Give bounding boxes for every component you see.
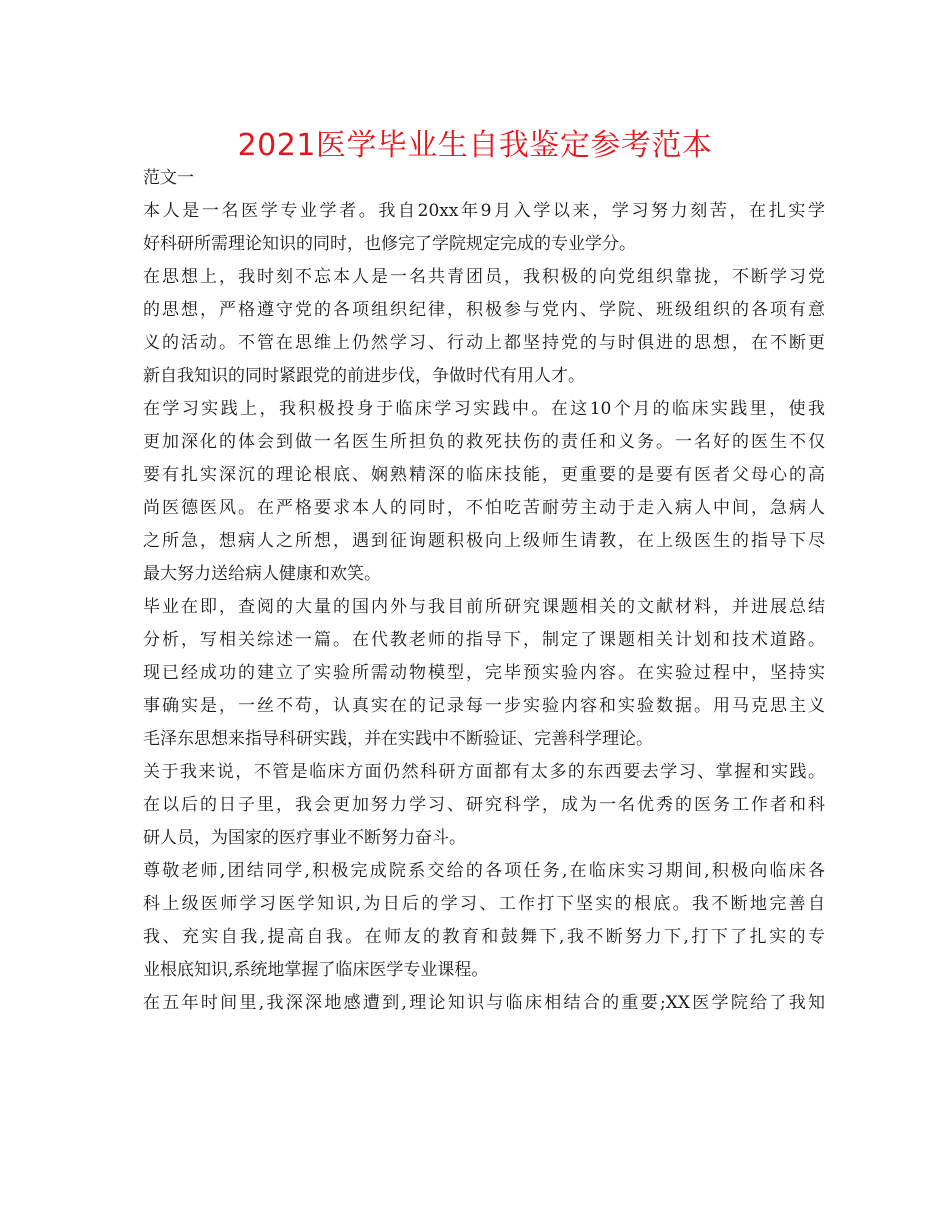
text-line: 在思想上，我时刻不忘本人是一名共青团员，我积极的向党组织靠拢，不断学习党	[143, 267, 825, 287]
text-line: 要有扎实深沉的理论根底、娴熟精深的临床技能，更重要的是要有医者父母心的高	[143, 465, 825, 485]
text-line: 之所急，想病人之所想，遇到征询题积极向上级师生请教，在上级医生的指导下尽	[143, 531, 825, 551]
text-line: 尊敬老师,团结同学,积极完成院系交给的各项任务,在临床实习期间,积极向临床各	[143, 861, 825, 881]
text-line: 关于我来说，不管是临床方面仍然科研方面都有太多的东西要去学习、掌握和实践。	[143, 762, 825, 782]
text-line: 本人是一名医学专业学者。我自20xx年9月入学以来，学习努力刻苦，在扎实学	[143, 201, 825, 221]
text-line: 尚医德医风。在严格要求本人的同时，不怕吃苦耐劳主动于走入病人中间，急病人	[143, 498, 825, 518]
text-line: 新自我知识的同时紧跟党的前进步伐，争做时代有用人才。	[143, 366, 585, 386]
text-line: 科上级医师学习医学知识,为日后的学习、工作打下坚实的根底。我不断地完善自	[143, 894, 825, 914]
text-line: 在以后的日子里，我会更加努力学习、研究科学，成为一名优秀的医务工作者和科	[143, 795, 825, 815]
text-line: 最大努力送给病人健康和欢笑。	[143, 564, 381, 584]
text-line: 范文一	[143, 168, 194, 188]
text-line: 毕业在即，查阅的大量的国内外与我目前所研究课题相关的文献材料，并进展总结	[143, 597, 825, 617]
text-line: 现已经成功的建立了实验所需动物模型，完毕预实验内容。在实验过程中，坚持实	[143, 663, 825, 683]
text-line: 的思想，严格遵守党的各项组织纪律，积极参与党内、学院、班级组织的各项有意	[143, 300, 825, 320]
text-line: 分析，写相关综述一篇。在代教老师的指导下，制定了课题相关计划和技术道路。	[143, 630, 825, 650]
document-title: 2021医学毕业生自我鉴定参考范本	[237, 128, 713, 163]
text-line: 我、充实自我,提高自我。在师友的教育和鼓舞下,我不断努力下,打下了扎实的专	[143, 927, 825, 947]
text-line: 业根底知识,系统地掌握了临床医学专业课程。	[143, 960, 489, 980]
text-line: 好科研所需理论知识的同时，也修完了学院规定完成的专业学分。	[143, 234, 636, 254]
text-line: 义的活动。不管在思维上仍然学习、行动上都坚持党的与时俱进的思想，在不断更	[143, 333, 825, 353]
text-line: 事确实是，一丝不苟，认真实在的记录每一步实验内容和实验数据。用马克思主义	[143, 696, 825, 716]
text-line: 更加深化的体会到做一名医生所担负的救死扶伤的责任和义务。一名好的医生不仅	[143, 432, 825, 452]
text-line: 在五年时间里,我深深地感遭到,理论知识与临床相结合的重要;XX医学院给了我知	[143, 993, 825, 1013]
text-line: 在学习实践上，我积极投身于临床学习实践中。在这10个月的临床实践里，使我	[143, 399, 825, 419]
text-line: 研人员，为国家的医疗事业不断努力奋斗。	[143, 828, 466, 848]
text-line: 毛泽东思想来指导科研实践，并在实践中不断验证、完善科学理论。	[143, 729, 653, 749]
document-body	[143, 162, 825, 1020]
